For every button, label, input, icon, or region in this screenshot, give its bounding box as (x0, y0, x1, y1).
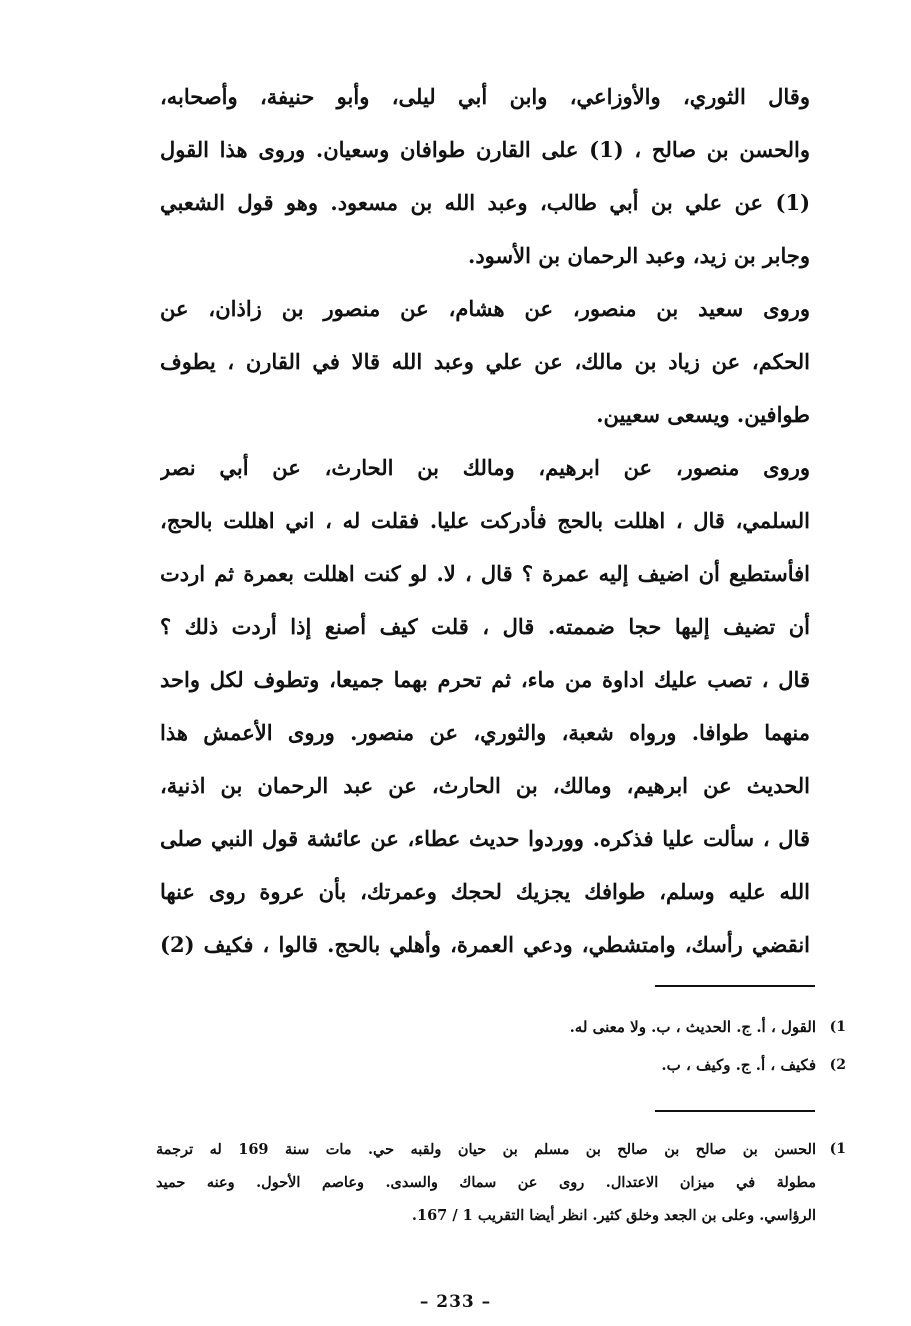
footnote-text: القول ، أ. ج. الحديث ، ب. ولا معنى له. (569, 1018, 816, 1036)
body-line: منهما طوافا. ورواه شعبة، والثوري، عن منصور. وروى الأعمش هذا (160, 720, 810, 745)
footnote-text: فكيف ، أ. ج. وكيف ، ب. (661, 1056, 816, 1074)
body-line: الله عليه وسلم، طوافك يجزيك لحجك وعمرتك، بأن عروة روى عنها (160, 879, 810, 904)
body-line: وروى سعيد بن منصور، عن هشام، عن منصور بن زاذان، عن (160, 296, 810, 321)
footnote-number: 2) (829, 1057, 846, 1073)
body-line: السلمي، قال ، اهللت بالحج فأدركت عليا. فقلت له ، اني اهللت بالحج، (160, 508, 810, 533)
body-line: (1) عن علي بن أبي طالب، وعبد الله بن مسعود. وهو قول الشعبي (160, 190, 810, 215)
body-line: طوافين. ويسعى سعيين. (596, 402, 810, 427)
body-line: والحسن بن صالح ، (1) على القارن طوافان وسعيان. وروى هذا القول (160, 137, 810, 162)
body-line: وروى منصور، عن ابرهيم، ومالك بن الحارث، عن أبي نصر (160, 455, 810, 480)
reference-divider (655, 1110, 815, 1112)
body-line: وقال الثوري، والأوزاعي، وابن أبي ليلى، وأبو حنيفة، وأصحابه، (160, 84, 810, 109)
body-line: قال ، سألت عليا فذكره. ووردوا حديث عطاء، عن عائشة قول النبي صلى (160, 826, 810, 851)
body-line: أن تضيف إليها حجا ضممته. قال ، قلت كيف أصنع إذا أردت ذلك ؟ (160, 614, 810, 639)
reference-number: 1) (829, 1141, 846, 1157)
footnote (156, 1008, 846, 1046)
footnote-number: 1) (829, 1019, 846, 1035)
body-line: قال ، تصب عليك اداوة من ماء، ثم تحرم بهما جميعا، وتطوف لكل واحد (160, 667, 810, 692)
body-line: وجابر بن زيد، وعبد الرحمان بن الأسود. (468, 243, 810, 268)
main-text (160, 70, 810, 971)
variant-footnotes (156, 1008, 846, 1084)
reference-line: الرؤاسي. وعلى بن الجعد وخلق كثير. انظر أيضا التقريب 1 / 167. (411, 1207, 816, 1224)
reference-note (156, 1133, 846, 1232)
reference-line: مطولة في ميزان الاعتدال. روى عن سماك والسدى. وعاصم الأحول. وعنه حميد (156, 1174, 816, 1191)
footnote (156, 1046, 846, 1084)
reference-line: الحسن بن صالح بن صالح بن مسلم بن حيان ولقبه حي. مات سنة 169 له ترجمة (156, 1141, 816, 1158)
body-line: الحديث عن ابرهيم، ومالك، بن الحارث، عن عبد الرحمان بن اذنية، (160, 773, 810, 798)
page-number: – 233 – (419, 1292, 492, 1312)
body-line: الحكم، عن زياد بن مالك، عن علي وعبد الله قالا في القارن ، يطوف (160, 349, 810, 374)
footnote-divider (655, 985, 815, 987)
body-line: افأستطيع أن اضيف إليه عمرة ؟ قال ، لا. لو كنت اهللت بعمرة ثم اردت (160, 561, 810, 586)
body-line: انقضي رأسك، وامتشطي، ودعي العمرة، وأهلي بالحج. قالوا ، فكيف (2) (160, 932, 810, 957)
